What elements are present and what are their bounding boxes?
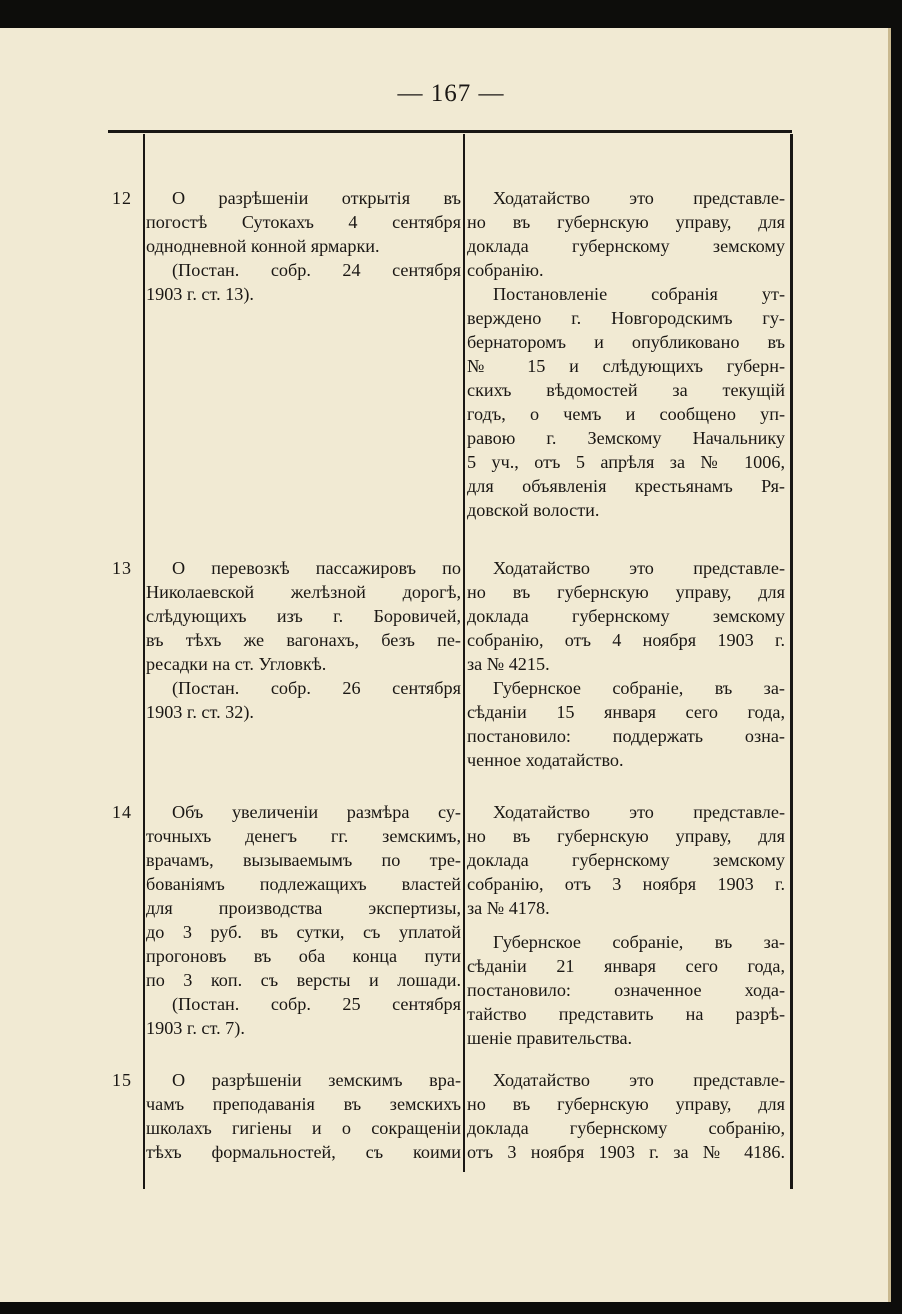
text-line: слѣдующихъ изъ г. Боровичей,	[146, 606, 461, 626]
resolution-cell	[467, 1068, 785, 1164]
text-line: Губернское собраніе, въ за-	[493, 932, 785, 952]
resolution-cell	[467, 800, 785, 1050]
text-line: Ходатайство это представле-	[493, 558, 785, 578]
entry-number: 13	[112, 558, 132, 578]
text-line: тѣхъ формальностей, съ коими	[146, 1142, 461, 1162]
text-line: бернаторомъ и опубликовано въ	[467, 332, 785, 352]
entry-number: 12	[112, 188, 132, 208]
text-line: Губернское собраніе, въ за-	[493, 678, 785, 698]
text-line: ченное ходатайство.	[467, 750, 624, 770]
subject-cell	[146, 186, 461, 306]
entry-number: 15	[112, 1070, 132, 1090]
text-line: сѣданіи 15 января сего года,	[467, 702, 785, 722]
text-line: собранію.	[467, 260, 544, 280]
text-line: погостѣ Сутокахъ 4 сентября	[146, 212, 461, 232]
text-line: 1903 г. ст. 7).	[146, 1018, 245, 1038]
text-line: за № 4178.	[467, 898, 550, 918]
column-divider	[143, 134, 145, 1189]
subject-cell	[146, 800, 461, 1040]
text-line: (Постан. собр. 24 сентября	[172, 260, 461, 280]
text-line: доклада губернскому собранію,	[467, 1118, 785, 1138]
text-line: О разрѣшеніи открытія въ	[172, 188, 461, 208]
text-line: (Постан. собр. 25 сентября	[172, 994, 461, 1014]
text-line: школахъ гигіены и о сокращеніи	[146, 1118, 461, 1138]
text-line: сѣданіи 21 января сего года,	[467, 956, 785, 976]
text-line: скихъ вѣдомостей за текущій	[467, 380, 785, 400]
text-line: Николаевской желѣзной дорогѣ,	[146, 582, 461, 602]
text-line: для объявленія крестьянамъ Ря-	[467, 476, 785, 496]
text-line: отъ 3 ноября 1903 г. за № 4186.	[467, 1142, 785, 1162]
text-line: но въ губернскую управу, для	[467, 1094, 785, 1114]
text-line: шеніе правительства.	[467, 1028, 633, 1048]
text-line: ресадки на ст. Угловкѣ.	[146, 654, 327, 674]
subject-cell	[146, 1068, 461, 1164]
text-line: 1903 г. ст. 32).	[146, 702, 254, 722]
text-line: Объ увеличеніи размѣра су-	[172, 802, 461, 822]
text-line: въ тѣхъ же вагонахъ, безъ пе-	[146, 630, 461, 650]
resolution-cell	[467, 186, 785, 522]
text-line: доклада губернскому земскому	[467, 850, 785, 870]
text-line: доклада губернскому земскому	[467, 236, 785, 256]
text-line: для производства экспертизы,	[146, 898, 461, 918]
text-line: но въ губернскую управу, для	[467, 212, 785, 232]
text-line: довской волости.	[467, 500, 600, 520]
column-divider	[463, 134, 465, 1172]
text-line: постановило: означенное хода-	[467, 980, 785, 1000]
text-line: однодневной конной ярмарки.	[146, 236, 380, 256]
text-line: тайство представить на разрѣ-	[467, 1004, 785, 1024]
text-line: собранію, отъ 3 ноября 1903 г.	[467, 874, 785, 894]
text-line: О разрѣшеніи земскимъ вра-	[172, 1070, 461, 1090]
text-line: 5 уч., отъ 5 апрѣля за № 1006,	[467, 452, 785, 472]
text-line: но въ губернскую управу, для	[467, 826, 785, 846]
page-number: — 167 —	[397, 80, 505, 107]
text-line: О перевозкѣ пассажировъ по	[172, 558, 461, 578]
text-line: бованіямъ подлежащихъ властей	[146, 874, 461, 894]
text-line: годъ, о чемъ и сообщено уп-	[467, 404, 785, 424]
text-line: верждено г. Новгородскимъ гу-	[467, 308, 785, 328]
text-line: Ходатайство это представле-	[493, 1070, 785, 1090]
text-line: точныхъ денегъ гг. земскимъ,	[146, 826, 461, 846]
text-line: (Постан. собр. 26 сентября	[172, 678, 461, 698]
entry-number: 14	[112, 802, 132, 822]
resolution-cell	[467, 556, 785, 772]
text-line: за № 4215.	[467, 654, 550, 674]
text-line: 1903 г. ст. 13).	[146, 284, 254, 304]
text-line: постановило: поддержать озна-	[467, 726, 785, 746]
text-line: собранію, отъ 4 ноября 1903 г.	[467, 630, 785, 650]
text-line: Постановленіе собранія ут-	[493, 284, 785, 304]
text-line: но въ губернскую управу, для	[467, 582, 785, 602]
text-line: № 15 и слѣдующихъ губерн-	[467, 356, 785, 376]
text-line: до 3 руб. въ сутки, съ уплатой	[146, 922, 461, 942]
text-line: по 3 коп. съ версты и лошади.	[146, 970, 461, 990]
text-line: прогоновъ въ оба конца пути	[146, 946, 461, 966]
text-line: врачамъ, вызываемымъ по тре-	[146, 850, 461, 870]
text-line: Ходатайство это представле-	[493, 802, 785, 822]
text-line: доклада губернскому земскому	[467, 606, 785, 626]
text-line: равою г. Земскому Начальнику	[467, 428, 785, 448]
subject-cell	[146, 556, 461, 724]
text-line: Ходатайство это представле-	[493, 188, 785, 208]
column-divider	[790, 134, 793, 1189]
text-line: чамъ преподаванія въ земскихъ	[146, 1094, 461, 1114]
table-top-rule	[108, 130, 792, 133]
